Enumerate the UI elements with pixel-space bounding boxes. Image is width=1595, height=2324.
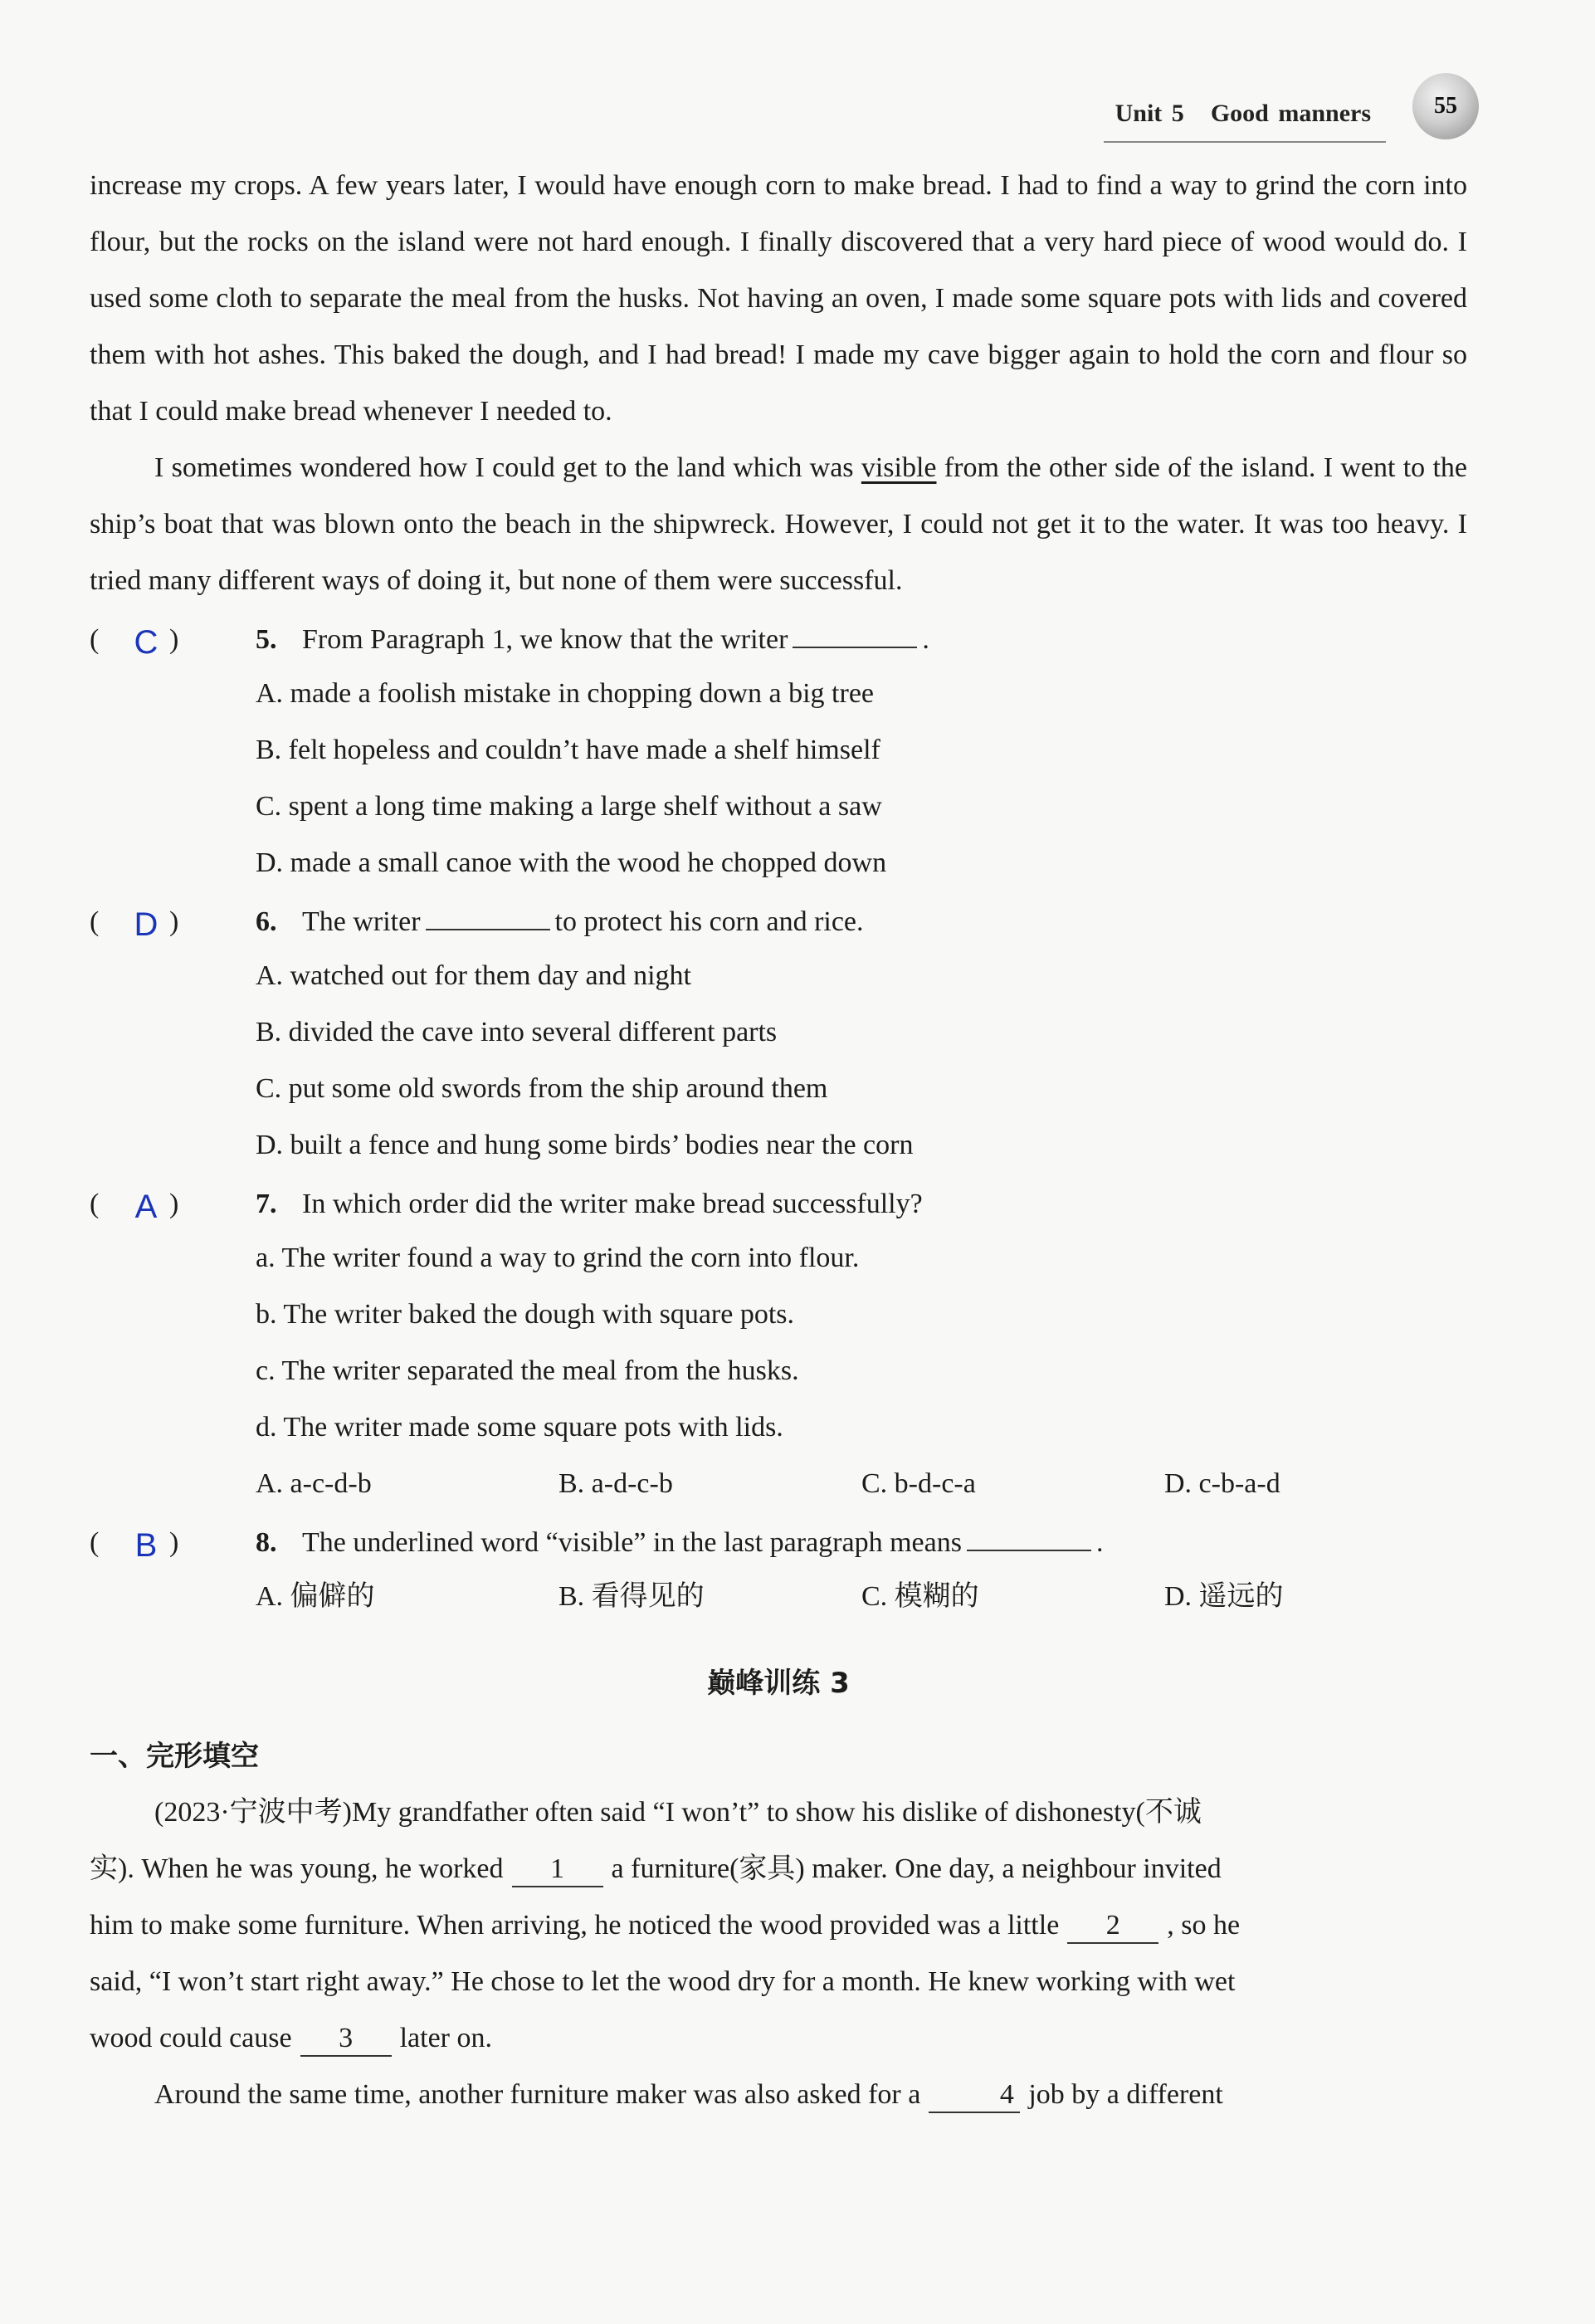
cloze-blank-3: 3 xyxy=(300,2022,392,2057)
option-c: C. 模糊的 xyxy=(861,1581,979,1612)
question-8 xyxy=(90,1512,1467,1625)
question-7 xyxy=(90,1174,1467,1512)
unit-title: Good manners xyxy=(1210,100,1371,127)
question-number: 8. xyxy=(256,1527,277,1558)
cloze-blank-2: 2 xyxy=(1067,1909,1158,1944)
step-d: d. The writer made some square pots with lids. xyxy=(256,1412,783,1443)
step-b: b. The writer baked the dough with square pots. xyxy=(256,1299,795,1330)
page-number-badge xyxy=(1412,73,1479,139)
option-c: C. spent a long time making a large shelf without a saw xyxy=(256,791,882,822)
cloze-line-2: 实). When he was young, he worked 1 a furniture(家具) maker. One day, a neighbour invited xyxy=(90,1841,1467,1897)
answer-mark: B xyxy=(134,1527,158,1564)
page-header xyxy=(1115,100,1446,128)
option-a: A. a-c-d-b xyxy=(256,1468,372,1499)
cloze-line-5: wood could cause 3 later on. xyxy=(90,2010,1467,2067)
option-b: B. divided the cave into several different parts xyxy=(256,1017,778,1047)
cloze-passage xyxy=(90,1784,1467,2123)
answer-box: ( D ) xyxy=(90,891,256,950)
passage-paragraph-2 xyxy=(90,440,1467,609)
cloze-blank-1: 1 xyxy=(512,1853,603,1887)
question-6 xyxy=(90,891,1467,1174)
answer-blank xyxy=(426,904,550,930)
option-b: B. a-d-c-b xyxy=(558,1468,673,1499)
question-stem: The underlined word “visible” in the last paragraph means . xyxy=(302,1515,1467,1571)
answer-box: ( B ) xyxy=(90,1512,256,1571)
section-title: 巅峰训练 3 xyxy=(707,1667,850,1700)
passage-paragraph-1: increase my crops. A few years later, I would have enough corn to make bread. I had to find a way to grind the corn into flour, but the rocks on the island were not hard enough. I finally discovered that a very hard piece of wood would do. I used some cloth to separate the meal from the husks. Not having an oven, I made some square pots with lids and covered them with hot ashes. This baked the dough, and I had bread! I made my cave bigger again to hold the corn and flour so that I could make bread whenever I needed to. xyxy=(90,170,1467,427)
header-rule xyxy=(1104,141,1386,143)
unit-label: Unit 5 xyxy=(1115,100,1184,127)
options-row xyxy=(90,1569,1467,1625)
step-a: a. The writer found a way to grind the corn into flour. xyxy=(256,1243,860,1273)
option-c: C. put some old swords from the ship around them xyxy=(256,1073,828,1104)
page-number: 55 xyxy=(1434,93,1457,119)
cloze-line-4: said, “I won’t start right away.” He chose to let the wood dry for a month. He knew working with wet xyxy=(90,1966,1236,1997)
cloze-line-1: (2023·宁波中考)My grandfather often said “I won’t” to show his dislike of dishonesty(不诚 xyxy=(154,1797,1202,1828)
answer-box: ( C ) xyxy=(90,609,256,668)
answer-blank xyxy=(967,1525,1091,1551)
cloze-line-3: him to make some furniture. When arriving, he noticed the wood provided was a little 2 , so he xyxy=(90,1897,1467,1954)
options-row xyxy=(90,1456,1467,1512)
option-a: A. 偏僻的 xyxy=(256,1581,375,1612)
question-number: 6. xyxy=(256,906,277,937)
answer-mark: D xyxy=(134,906,159,943)
option-b: B. felt hopeless and couldn’t have made a shelf himself xyxy=(256,735,880,765)
option-a: A. watched out for them day and night xyxy=(256,960,691,991)
answer-blank xyxy=(793,622,917,648)
cloze-blank-4: 4 xyxy=(929,2078,1020,2113)
question-5 xyxy=(90,609,1467,891)
question-stem: From Paragraph 1, we know that the writer . xyxy=(302,612,1467,668)
option-d: D. made a small canoe with the wood he chopped down xyxy=(256,847,887,878)
option-d: D. built a fence and hung some birds’ bodies near the corn xyxy=(256,1130,914,1160)
underlined-word-visible: visible xyxy=(861,452,937,483)
question-number: 7. xyxy=(256,1189,277,1219)
answer-mark: A xyxy=(134,1189,158,1225)
option-c: C. b-d-c-a xyxy=(861,1468,976,1499)
passage-p2-before: I sometimes wondered how I could get to the land which was xyxy=(154,452,861,483)
option-d: D. c-b-a-d xyxy=(1164,1468,1280,1499)
passage-p2-after: from the other side of the island. I went to the ship’s boat that was blown onto the beach in the shipwreck. However, I could not get it to the water. It was too heavy. I tried many different ways of doing it, but none of them were successful. xyxy=(90,452,1467,596)
question-number: 5. xyxy=(256,624,277,655)
part-title: 一、完形填空 xyxy=(90,1740,259,1773)
page-content xyxy=(90,158,1467,2123)
option-d: D. 遥远的 xyxy=(1164,1581,1284,1612)
cloze-line-6: Around the same time, another furniture maker was also asked for a 4 job by a different xyxy=(90,2067,1467,2123)
option-b: B. 看得见的 xyxy=(558,1581,705,1612)
question-stem: In which order did the writer make bread successfully? xyxy=(302,1189,923,1219)
question-stem: The writer to protect his corn and rice. xyxy=(302,894,1467,950)
option-a: A. made a foolish mistake in chopping down a big tree xyxy=(256,678,874,709)
answer-box: ( A ) xyxy=(90,1174,256,1233)
answer-mark: C xyxy=(134,624,159,661)
step-c: c. The writer separated the meal from the husks. xyxy=(256,1355,799,1386)
